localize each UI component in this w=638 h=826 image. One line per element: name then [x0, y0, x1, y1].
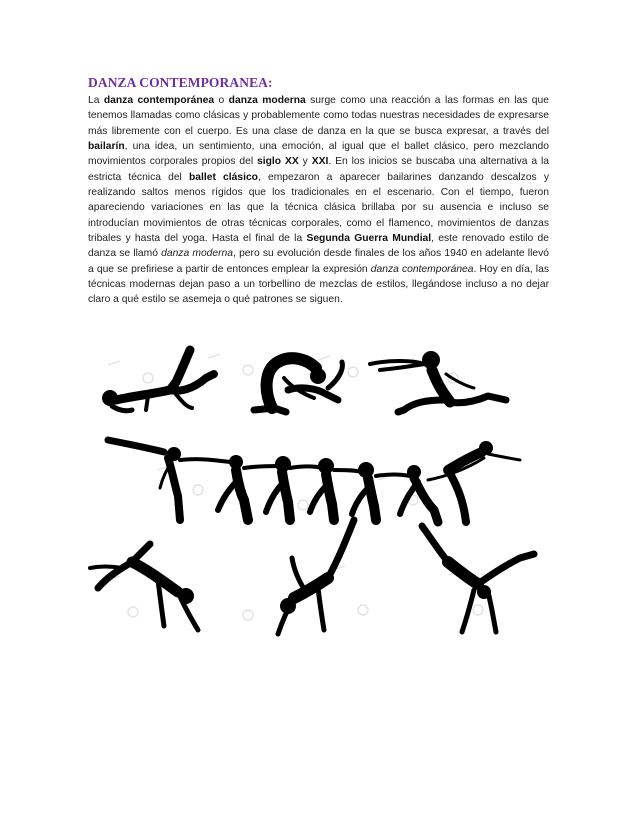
text-run: . Hoy en día, las técnicas modernas dejan paso a un torbellino de mezclas de estilos, llegándose incluso a no dejar claro a qué estilo se asemeja o qué patrones se siguen. — [88, 263, 549, 306]
bold-term: Segunda Guerra Mundial — [306, 233, 432, 245]
text-run: , este renovado estilo de danza se llamó — [88, 233, 549, 260]
dancer-silhouette — [428, 441, 520, 522]
dancer-silhouette — [290, 458, 334, 520]
dancer-silhouette — [334, 462, 376, 520]
dancer-silhouettes-illustration — [88, 330, 550, 645]
dancer-silhouette — [90, 544, 198, 630]
bold-term: danza moderna — [228, 95, 306, 106]
bold-term: danza contemporánea — [103, 95, 215, 106]
italic-term: danza moderna — [161, 248, 234, 260]
dancer-silhouette — [254, 358, 342, 412]
text-run: , empezaron a aparecer bailarines danzando descalzos y realizando saltos menos rígidos que los tradicionales en el escenario. Con el tiempo, fueron apareciendo variaciones en las que la técnica clásica brillaba por su ausencia e incluso se introducían movimientos de otras técnicas corporales, como el flamenco, movimientos de danzas tribales y hasta del yoga. Hasta el final de la — [88, 171, 549, 245]
text-run: o — [214, 95, 229, 106]
dancer-silhouette — [376, 465, 438, 522]
dancer-silhouette — [370, 351, 506, 412]
bold-term: siglo XX — [257, 156, 299, 168]
body-paragraph — [88, 93, 549, 308]
dancer-silhouette — [180, 455, 248, 520]
text-run: surge como una reacción a las formas en las que tenemos llamadas como clásicas y probablemente como todas nuestras necesidades de expresarse más libremente con el cuerpo. Es una clase de danza en la que se busca expresar, a través del — [88, 95, 549, 137]
dancer-silhouette — [102, 350, 214, 411]
italic-term: danza contemporánea — [370, 263, 474, 275]
text-run: La — [88, 95, 104, 106]
text-run: , una idea, un sentimiento, una emoción, al igual que el ballet clásico, pero mezclando movimientos corporales propios del — [88, 141, 549, 168]
text-run: y — [298, 156, 312, 168]
dancer-silhouette — [422, 526, 534, 632]
text-run: . En los inicios se buscaba una alternativa a la estricta técnica del — [88, 156, 550, 183]
dancer-silhouette — [278, 520, 354, 634]
page-title: DANZA CONTEMPORANEA: — [88, 75, 273, 90]
bold-term: bailarín — [88, 141, 125, 153]
bold-term: ballet clásico — [189, 171, 258, 183]
silhouettes-svg — [88, 330, 550, 645]
dancer-silhouette — [108, 440, 181, 520]
text-run: , pero su evolución desde finales de los años 1940 en adelante llevó a que se prefiriese a partir de entonces emplear la expresión — [88, 248, 549, 275]
bold-term: XXI — [311, 156, 329, 168]
